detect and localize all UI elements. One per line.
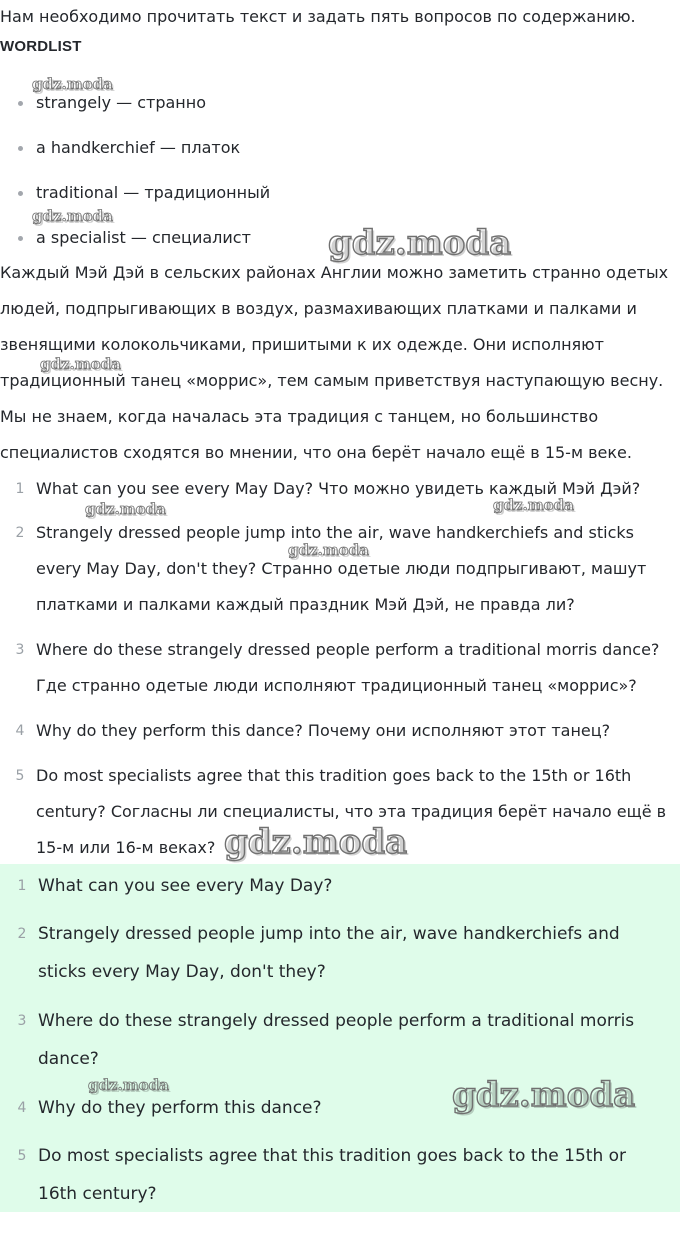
question-number: 4 <box>15 723 25 739</box>
answer-number: 1 <box>17 878 27 894</box>
question-line: century? Согласны ли специалисты, что эта традиция берёт начало ещё в <box>36 802 667 821</box>
watermark: gdz.moda <box>88 1076 169 1094</box>
answer-line: 16th century? <box>38 1184 157 1204</box>
watermark: gdz.moda <box>452 1075 636 1115</box>
answer-number: 4 <box>17 1100 27 1116</box>
question-line: платками и палками каждый праздник Мэй Дэй, не правда ли? <box>36 595 575 614</box>
paragraph-line: людей, подпрыгивающих в воздух, размахивающих платками и палками и <box>0 299 637 318</box>
wordlist-item: a handkerchief — платок <box>36 138 241 157</box>
answer-line: sticks every May Day, don't they? <box>38 962 326 982</box>
paragraph-line: традиционный танец «моррис», тем самым приветствуя наступающую весну. <box>0 371 664 390</box>
watermark: gdz.moda <box>224 822 408 862</box>
watermark: gdz.moda <box>40 355 121 373</box>
watermark: gdz.moda <box>288 541 369 559</box>
paragraph-line: Каждый Мэй Дэй в сельских районах Англии можно заметить странно одетых <box>0 263 669 282</box>
watermark: gdz.moda <box>328 223 512 263</box>
question-line: every May Day, don't they? Странно одетые люди подпрыгивают, машут <box>36 559 647 578</box>
wordlist-item: a specialist — специалист <box>36 228 251 247</box>
answer-line: Strangely dressed people jump into the air, wave handkerchiefs and <box>38 924 620 944</box>
paragraph-line: специалистов сходятся во мнении, что она берёт начало ещё в 15-м веке. <box>0 443 632 462</box>
paragraph-line: звенящими колокольчиками, пришитыми к их одежде. Они исполняют <box>0 335 604 354</box>
answer-number: 5 <box>17 1148 27 1164</box>
answer-number: 3 <box>17 1013 27 1029</box>
question-number: 2 <box>15 525 25 541</box>
intro-text: Нам необходимо прочитать текст и задать пять вопросов по содержанию. <box>0 7 636 26</box>
watermark: gdz.moda <box>32 75 113 93</box>
question-line: Do most specialists agree that this tradition goes back to the 15th or 16th <box>36 766 632 785</box>
answer-box <box>0 864 680 1212</box>
bullet <box>18 101 23 106</box>
answer-number: 2 <box>17 926 27 942</box>
answer-line: Do most specialists agree that this tradition goes back to the 15th or <box>38 1146 627 1166</box>
question-number: 3 <box>15 642 25 658</box>
question-line: Strangely dressed people jump into the air, wave handkerchiefs and sticks <box>36 523 634 542</box>
watermark: gdz.moda <box>493 496 574 514</box>
watermark: gdz.moda <box>32 207 113 225</box>
bullet <box>18 146 23 151</box>
question-line: 15-м или 16-м веках? <box>36 838 216 857</box>
paragraph-line: Мы не знаем, когда началась эта традиция с танцем, но большинство <box>0 407 599 426</box>
watermark: gdz.moda <box>85 500 166 518</box>
bullet <box>18 191 23 196</box>
question-number: 5 <box>15 768 25 784</box>
wordlist-item: traditional — традиционный <box>36 183 271 202</box>
question-line: Где странно одетые люди исполняют традиционный танец «моррис»? <box>36 676 637 695</box>
question-number: 1 <box>15 481 25 497</box>
wordlist-item: strangely — странно <box>36 93 207 112</box>
wordlist-heading: WORDLIST <box>0 38 82 55</box>
answer-line: Where do these strangely dressed people perform a traditional morris <box>38 1011 635 1031</box>
question-line: Why do they perform this dance? Почему они исполняют этот танец? <box>36 721 611 740</box>
answer-line: What can you see every May Day? <box>38 876 333 896</box>
question-line: Where do these strangely dressed people perform a traditional morris dance? <box>36 640 660 659</box>
question-line: What can you see every May Day? Что можно увидеть каждый Мэй Дэй? <box>36 479 641 498</box>
answer-line: dance? <box>38 1049 99 1069</box>
bullet <box>18 236 23 241</box>
answer-line: Why do they perform this dance? <box>38 1098 322 1118</box>
